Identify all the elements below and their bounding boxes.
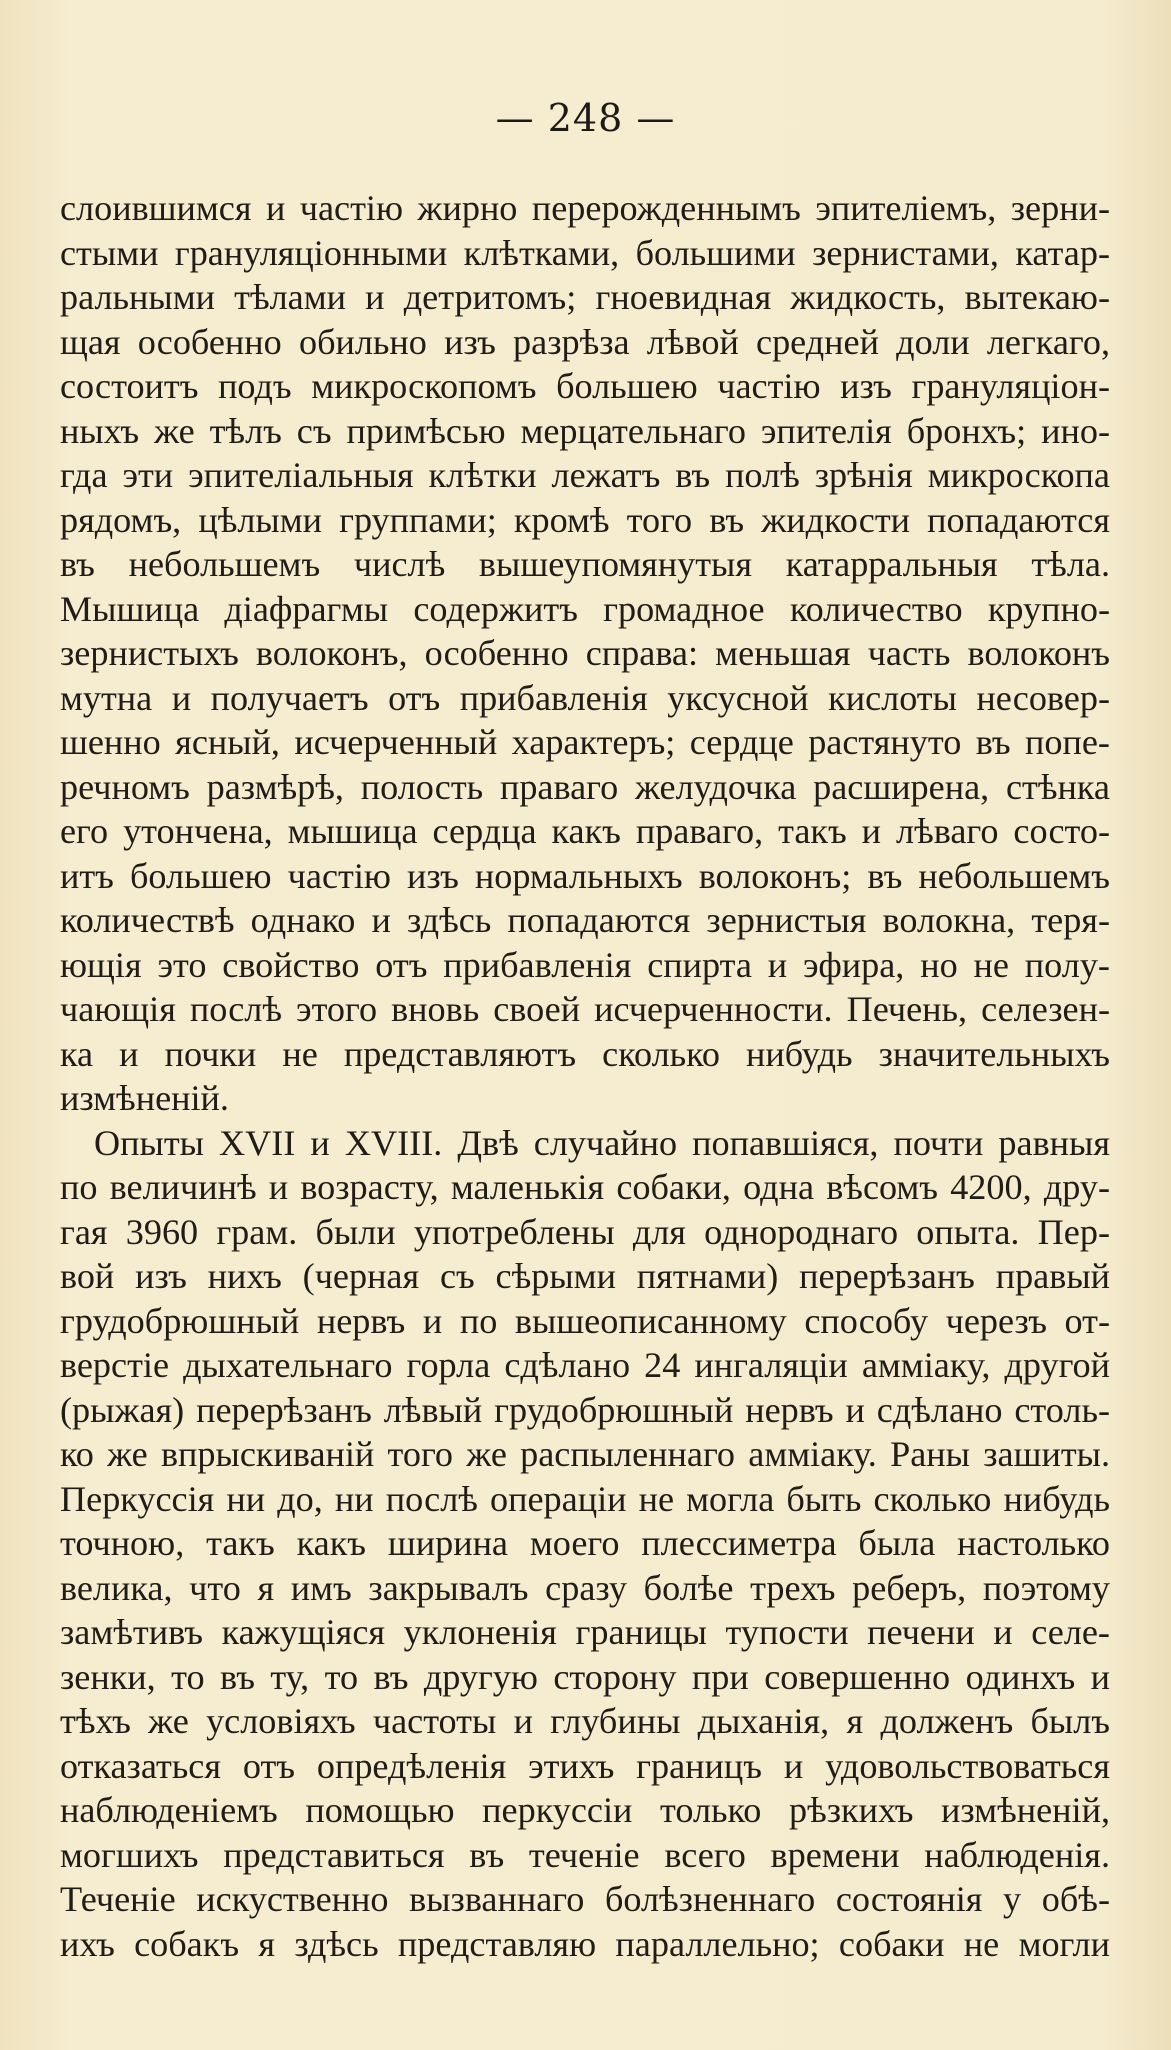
text-line: точною, такъ какъ ширина моего плессиметра была настолько: [60, 1523, 1110, 1563]
text-line: Опыты XVII и XVIII. Двѣ случайно попавшіяся, почти равныя: [94, 1122, 1110, 1163]
text-line: ныхъ же тѣлъ съ примѣсью мерцательнаго эпителія бронхъ; ино-: [60, 410, 1110, 451]
text-line: ка и почки не представляютъ сколько нибудь значительныхъ: [60, 1033, 1110, 1074]
body-text: [60, 186, 1110, 1966]
text-line: замѣтивъ кажущіяся уклоненія границы тупости печени и селе-: [60, 1612, 1110, 1652]
text-line: слоившимся и частію жирно перерожденнымъ эпителіемъ, зерни-: [60, 188, 1110, 228]
text-line: зернистыхъ волоконъ, особенно справа: меньшая часть волоконъ: [60, 633, 1110, 673]
text-line: Перкуссія ни до, ни послѣ операціи не могла быть сколько нибудь: [60, 1478, 1110, 1519]
text-line: рядомъ, цѣлыми группами; кромѣ того въ жидкости попадаются: [60, 499, 1110, 540]
text-line: шенно ясный, исчерченный характеръ; сердце растянуто въ попе-: [60, 722, 1110, 762]
text-line: речномъ размѣрѣ, полость праваго желудочка расширена, стѣнка: [60, 766, 1110, 807]
text-line: состоитъ подъ микроскопомъ большею частію изъ грануляціон-: [60, 366, 1110, 406]
text-line: зенки, то въ ту, то въ другую сторону при совершенно одинхъ и: [60, 1656, 1110, 1697]
text-line: измѣненій.: [60, 1078, 229, 1118]
text-line: въ небольшемъ числѣ вышеупомянутыя катарральныя тѣла.: [60, 544, 1110, 584]
text-line: его утончена, мышица сердца какъ праваго, такъ и лѣваго состо-: [60, 811, 1110, 851]
text-line: ко же впрыскиваній того же распыленнаго амміаку. Раны зашиты.: [60, 1434, 1110, 1474]
text-line: гая 3960 грам. были употреблены для однороднаго опыта. Пер-: [60, 1211, 1110, 1252]
text-line: ральными тѣлами и детритомъ; гноевидная жидкость, вытекаю-: [60, 277, 1110, 317]
text-line: велика, что я имъ закрывалъ сразу болѣе трехъ реберъ, поэтому: [60, 1567, 1110, 1608]
text-line: чающія послѣ этого вновь своей исчерченности. Печень, селезен-: [60, 989, 1110, 1029]
text-line: могшихъ представиться въ теченіе всего времени наблюденія.: [60, 1834, 1110, 1875]
text-line: наблюденіемъ помощью перкуссіи только рѣзкихъ измѣненій,: [60, 1790, 1110, 1830]
text-line: тѣхъ же условіяхъ частоты и глубины дыханія, я долженъ былъ: [60, 1701, 1110, 1741]
text-line: гда эти эпителіальныя клѣтки лежатъ въ полѣ зрѣнія микроскопа: [60, 455, 1110, 495]
text-line: итъ большею частію изъ нормальныхъ волоконъ; въ небольшемъ: [60, 855, 1110, 896]
text-line: Теченіе искуственно вызваннаго болѣзненнаго состоянія у обѣ-: [60, 1879, 1110, 1919]
text-line: (рыжая) перерѣзанъ лѣвый грудобрюшный нервъ и сдѣлано столь-: [60, 1389, 1110, 1430]
text-line: вой изъ нихъ (черная съ сѣрыми пятнами) перерѣзанъ правый: [60, 1256, 1110, 1296]
text-line: мутна и получаетъ отъ прибавленія уксусной кислоты несовер-: [60, 677, 1110, 718]
text-line: количествѣ однако и здѣсь попадаются зернистыя волокна, теря-: [60, 900, 1110, 940]
page-number: — 248 —: [495, 96, 676, 140]
text-line: верстіе дыхательнаго горла сдѣлано 24 ингаляціи амміаку, другой: [60, 1345, 1110, 1385]
text-line: по величинѣ и возрасту, маленькія собаки, одна вѣсомъ 4200, дру-: [60, 1167, 1110, 1207]
text-line: грудобрюшный нервъ и по вышеописанному способу черезъ от-: [60, 1300, 1110, 1341]
text-line: ихъ собакъ я здѣсь представляю параллельно; собаки не могли: [60, 1923, 1110, 1964]
text-line: стыми грануляціонными клѣтками, большими зернистами, катар-: [60, 232, 1110, 273]
text-line: щая особенно обильно изъ разрѣза лѣвой средней доли легкаго,: [60, 321, 1110, 362]
text-line: Мышица діафрагмы содержитъ громадное количество крупно-: [60, 588, 1110, 629]
text-line: ющія это свойство отъ прибавленія спирта и эфира, но не полу-: [60, 944, 1110, 985]
text-line: отказаться отъ опредѣленія этихъ границъ и удовольствоваться: [60, 1745, 1110, 1786]
